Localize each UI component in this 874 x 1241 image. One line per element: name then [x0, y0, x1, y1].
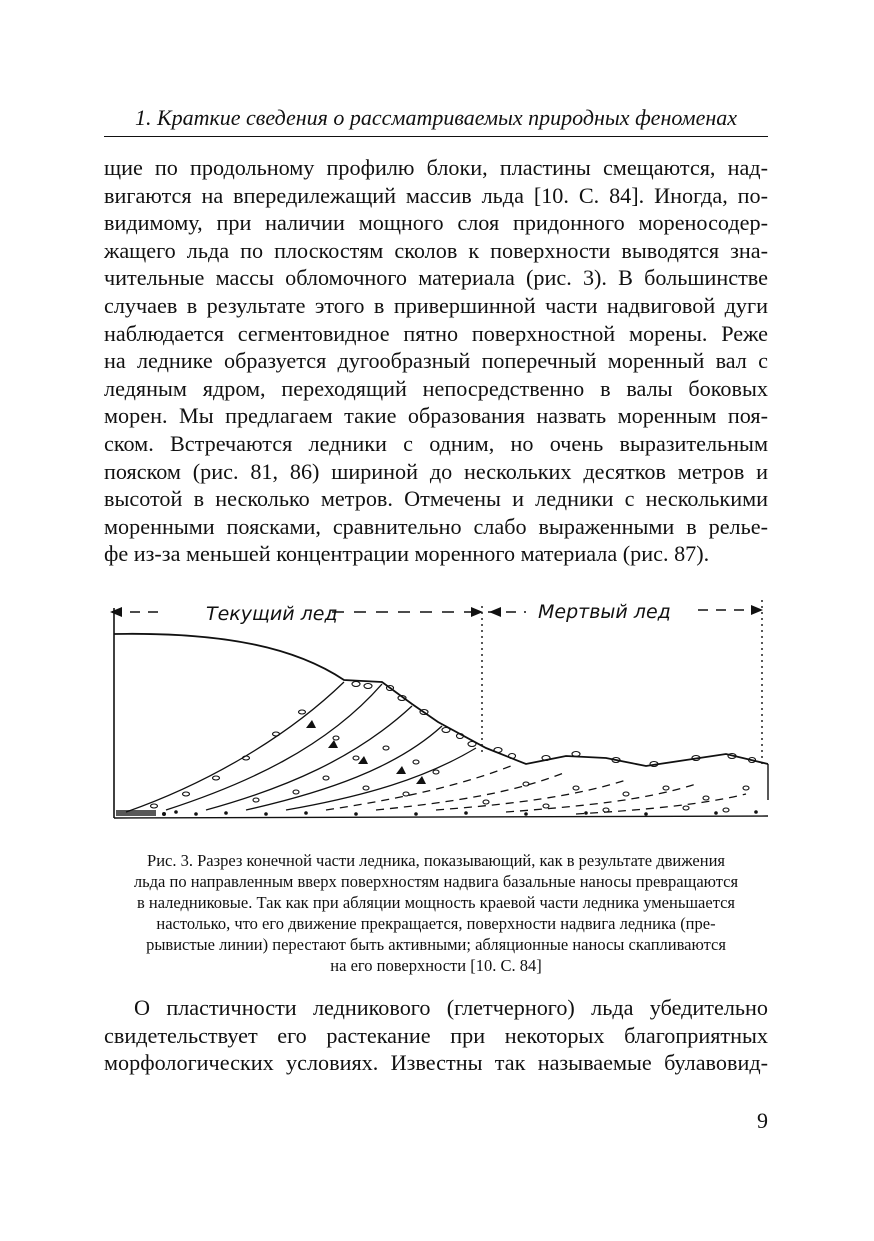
- glacier-surface-line: [114, 634, 768, 766]
- basal-debris: [116, 810, 758, 816]
- paragraph-1: [104, 154, 768, 568]
- text-line: наблюдается сегментовидное пятно поверхностной морены. Реже: [104, 320, 768, 346]
- arrowhead-mid2-icon: [489, 607, 501, 617]
- text-line: жащего льда по плоскостям сколов к поверхности выводятся зна-: [104, 237, 768, 263]
- label-dead-ice: Мертвый лед: [538, 601, 671, 623]
- text-line: чительные массы обломочного материала (рис. 3). В большинстве: [104, 265, 768, 291]
- arrowhead-right-icon: [751, 605, 763, 615]
- text-line: моренными поясками, сравнительно слабо выраженными в релье-: [104, 513, 768, 539]
- running-header: 1. Краткие сведения о рассматриваемых природных феноменах: [134, 105, 738, 130]
- text-line: морфологических условиях. Известны так называемые булавовид-: [104, 1050, 768, 1076]
- flow-arrow-icon: [328, 740, 338, 748]
- label-flowing-ice: Текущий лед: [206, 603, 338, 625]
- text-line: случаев в результате этого в привершинной части надвиговой дуги: [104, 292, 768, 318]
- text-line: вигаются на впередилежащий массив льда [10. С. 84]. Иногда, по-: [104, 182, 768, 208]
- text-line: на леднике образуется дугообразный поперечный моренный вал с: [104, 348, 768, 374]
- paragraph-2: [104, 994, 768, 1077]
- text-line: видимому, при наличии мощного слоя придонного мореносодер-: [104, 210, 768, 236]
- text-line: ском. Встречаются ледники с одним, но очень выразительным: [104, 430, 768, 456]
- flow-arrow-icon: [416, 776, 426, 784]
- text-line: свидетельствует его растекание при некоторых благоприятных: [104, 1022, 768, 1048]
- text-line: морен. Мы предлагаем такие образования назвать моренным поя-: [104, 403, 768, 429]
- caption-line: настолько, что его движение прекращается, поверхности надвига ледника (пре-: [156, 914, 716, 933]
- text-line: высотой в несколько метров. Отмечены и ледники с несколькими: [104, 486, 768, 512]
- text-line: О пластичности ледникового (глетчерного) льда убедительно: [134, 995, 768, 1020]
- figure-caption: [104, 850, 768, 976]
- caption-line: льда по направленным вверх поверхностям надвига базальные наносы превращаются: [133, 872, 739, 891]
- caption-line: рывистые линии) перестают быть активными; абляционные наносы скапливаются: [146, 935, 726, 954]
- caption-line: Рис. 3. Разрез конечной части ледника, показывающий, как в результате движения: [147, 851, 725, 870]
- text-line: ледяным ядром, переходящий непосредственно в валы боковых: [104, 375, 768, 401]
- thrust-planes: [126, 682, 746, 814]
- text-line: фе из-за меньшей концентрации моренного материала (рис. 87).: [104, 541, 710, 567]
- flow-arrow-icon: [396, 766, 406, 774]
- text-line: пояском (рис. 81, 86) шириной до нескольких десятков метров и: [104, 458, 768, 484]
- text-line: щие по продольному профилю блоки, пластины смещаются, над-: [104, 155, 768, 180]
- header-rule: [104, 136, 768, 137]
- page-number: 9: [757, 1108, 768, 1133]
- flow-arrow-icon: [306, 720, 316, 728]
- glacier-bed-line: [114, 816, 768, 818]
- arrowhead-mid-icon: [471, 607, 483, 617]
- caption-line: в наледниковые. Так как при абляции мощность краевой части ледника уменьшается: [136, 893, 736, 912]
- flow-arrow-icon: [358, 756, 368, 764]
- glacier-cross-section-figure: [106, 588, 772, 834]
- caption-line: на его поверхности [10. С. 84]: [330, 956, 542, 975]
- arrowhead-left-icon: [110, 607, 122, 617]
